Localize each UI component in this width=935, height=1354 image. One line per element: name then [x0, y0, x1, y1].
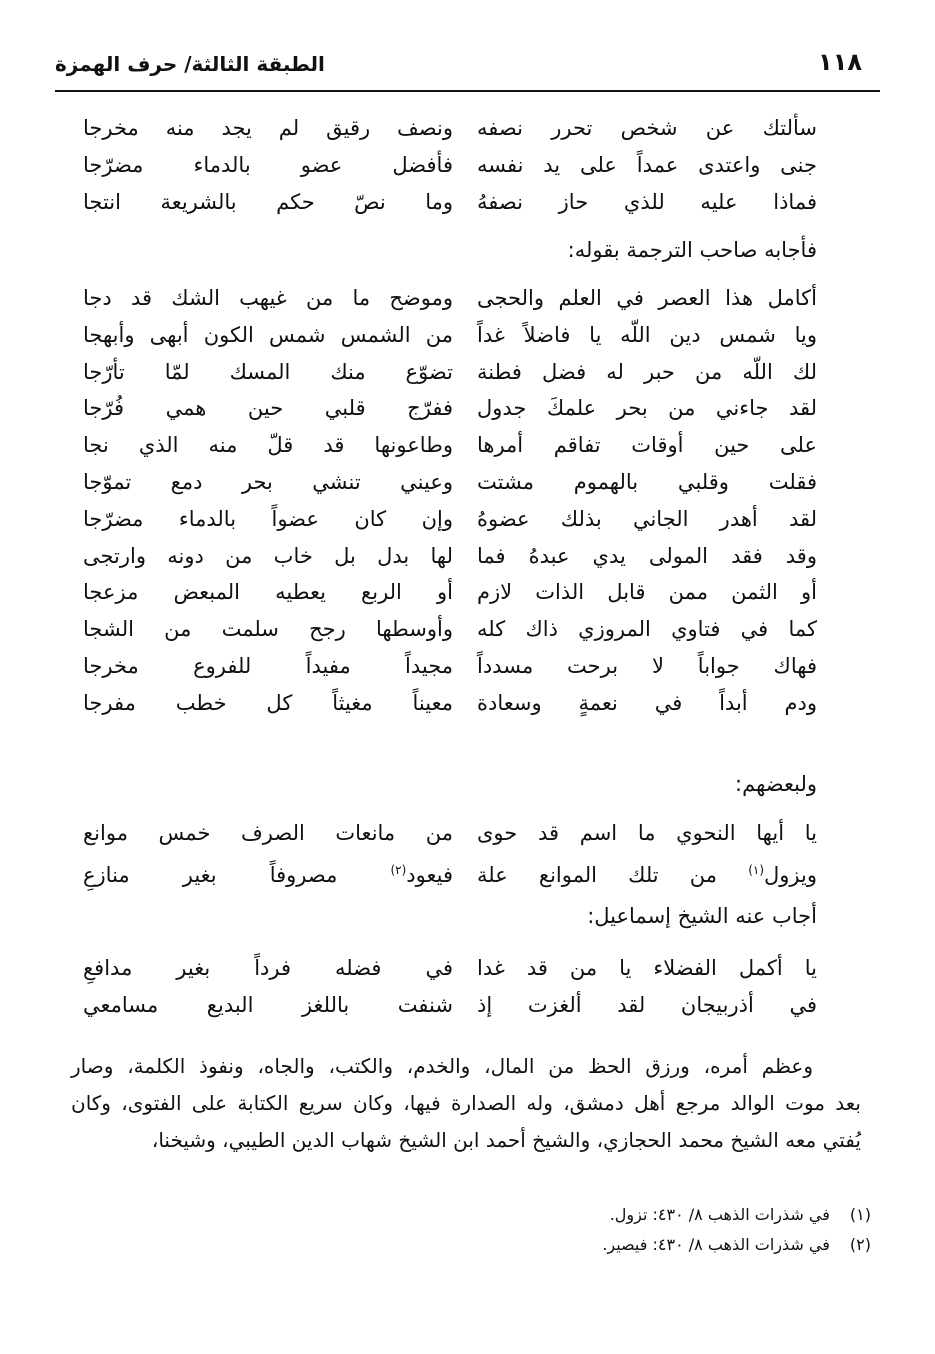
verse-line: مجيداً مفيداً للفروع مخرجا	[83, 653, 453, 678]
poem2-left-column	[83, 280, 453, 722]
poem3-right-column	[477, 815, 817, 889]
verse-line: لك اللّه من حبر له فضل فطنة	[477, 359, 817, 384]
verse-line: يا أيها النحوي ما اسم قد حوى	[477, 821, 817, 845]
footnote-text: في شذرات الذهب ٨/ ٤٣٠: فيصير.	[602, 1235, 830, 1254]
intro-heading: أجاب عنه الشيخ إسماعيل:	[587, 904, 817, 928]
verse-line	[477, 852, 817, 889]
verse-line: في أذربيجان لقد ألغزت إذ	[477, 992, 817, 1017]
verse-line: وطاعونها قد قلّ منه الذي نجا	[83, 433, 453, 458]
verse-line: وعيني تنشي بحر دمع تموّجا	[83, 469, 453, 494]
verse-line: شنفت باللغز البديع مسامعي	[83, 992, 453, 1017]
verse-word: ويزول	[764, 862, 817, 887]
verse-word: من تلك الموانع علة	[477, 862, 718, 887]
prose-line: يُفتي معه الشيخ محمد الحجازي، والشيخ أحمد ابن الشيخ شهاب الدين الطيبي، وشيخنا،	[151, 1128, 861, 1152]
verse-line: وقد فقد المولى يدي عبدهُ فما	[477, 543, 817, 568]
footnote-text: في شذرات الذهب ٨/ ٤٣٠: تزول.	[609, 1205, 830, 1224]
intro-heading: فأجابه صاحب الترجمة بقوله:	[567, 238, 817, 262]
verse-line: لقد جاءني من بحر علمكَ جدول	[477, 396, 817, 421]
footnote-number: (١)	[849, 1205, 871, 1224]
poem3-left-column	[83, 815, 453, 889]
verse-line: أو الثمن ممن قابل الذات لازم	[477, 580, 817, 605]
verse-line: وأوسطها رجح سلمت من الشجا	[83, 617, 453, 642]
verse-line: ففرّج قلبي حين همي فُرّجا	[83, 396, 453, 421]
poem4-left-column	[83, 950, 453, 1024]
verse-word: مصروفاً بغير منازعِ	[83, 862, 338, 887]
verse-line: ونصف رقيق لم يجد منه مخرجا	[83, 116, 453, 140]
verse-line: فقلت وقلبي بالهموم مشتت	[477, 469, 817, 494]
poem1-right-column	[477, 110, 817, 220]
footnotes	[311, 1200, 871, 1260]
verse-word: فيعود	[406, 862, 453, 887]
verse-line: أو الربع يعطيه المبعض مزعجا	[83, 580, 453, 605]
verse-line: معيناً مغيثاً كل خطب مفرجا	[83, 690, 453, 715]
verse-line: وما نصّ حكم بالشريعة انتجا	[83, 189, 453, 214]
verse-line: ودم أبداً في نعمةٍ وسعادة	[477, 690, 817, 715]
verse-line: فهاك جواباً لا برحت مسدداً	[477, 653, 817, 678]
verse-line: جنى واعتدى عمداً على يد نفسه	[477, 152, 817, 177]
footnote	[311, 1200, 871, 1230]
intro-heading: ولبعضهم:	[735, 772, 817, 796]
verse-line: في فضله فرداً بغير مدافعِ	[83, 956, 453, 980]
verse-line: لها بدل بل خاب من دونه وارتجى	[83, 543, 453, 568]
verse-line: وموضح ما من غيهب الشك قد دجا	[83, 286, 453, 310]
verse-line: ويا شمس دين اللّه يا فاضلاً غداً	[477, 322, 817, 347]
footnote	[311, 1230, 871, 1260]
footnote-marker: (١)	[748, 862, 765, 877]
verse-line	[83, 852, 453, 889]
header-rule	[55, 90, 880, 92]
verse-line: يا أكمل الفضلاء يا من قد غدا	[477, 956, 817, 980]
verse-line: كما في فتاوي المروزي ذاك كله	[477, 617, 817, 642]
chapter-title: الطبقة الثالثة/ حرف الهمزة	[55, 52, 325, 76]
verse-line: سألتك عن شخص تحرر نصفه	[477, 116, 817, 140]
verse-line: لقد أهدر الجاني بذلك عضوهُ	[477, 506, 817, 531]
verse-line: فماذا عليه للذي حاز نصفهُ	[477, 189, 817, 214]
prose-line: بعد موت الوالد مرجع أهل دمشق، وله الصدارة فيها، وكان سريع الكتابة على الفتوى، وكان	[71, 1091, 861, 1115]
verse-line: على حين أوقات تفاقم أمرها	[477, 433, 817, 458]
prose-paragraph	[71, 1048, 861, 1159]
poem1-left-column	[83, 110, 453, 220]
footnote-number: (٢)	[849, 1235, 871, 1254]
page-number: ١١٨	[818, 48, 862, 76]
verse-line: تضوّع منك المسك لمّا تأرّجا	[83, 359, 453, 384]
verse-line: أكامل هذا العصر في العلم والحجى	[477, 286, 817, 310]
verse-line: من الشمس شمس الكون أبهى وأبهجا	[83, 322, 453, 347]
verse-line: وإن كان عضواً بالدماء مضرّجا	[83, 506, 453, 531]
prose-line: وعظم أمره، ورزق الحظ من المال، والخدم، والكتب، والجاه، ونفوذ الكلمة، وصار	[71, 1054, 813, 1078]
page-header	[55, 40, 880, 84]
poem4-right-column	[477, 950, 817, 1024]
footnote-marker: (٢)	[390, 862, 407, 877]
verse-line: من مانعات الصرف خمس موانع	[83, 821, 453, 845]
poem2-right-column	[477, 280, 817, 722]
verse-line: فأفضل عضو بالدماء مضرّجا	[83, 152, 453, 177]
